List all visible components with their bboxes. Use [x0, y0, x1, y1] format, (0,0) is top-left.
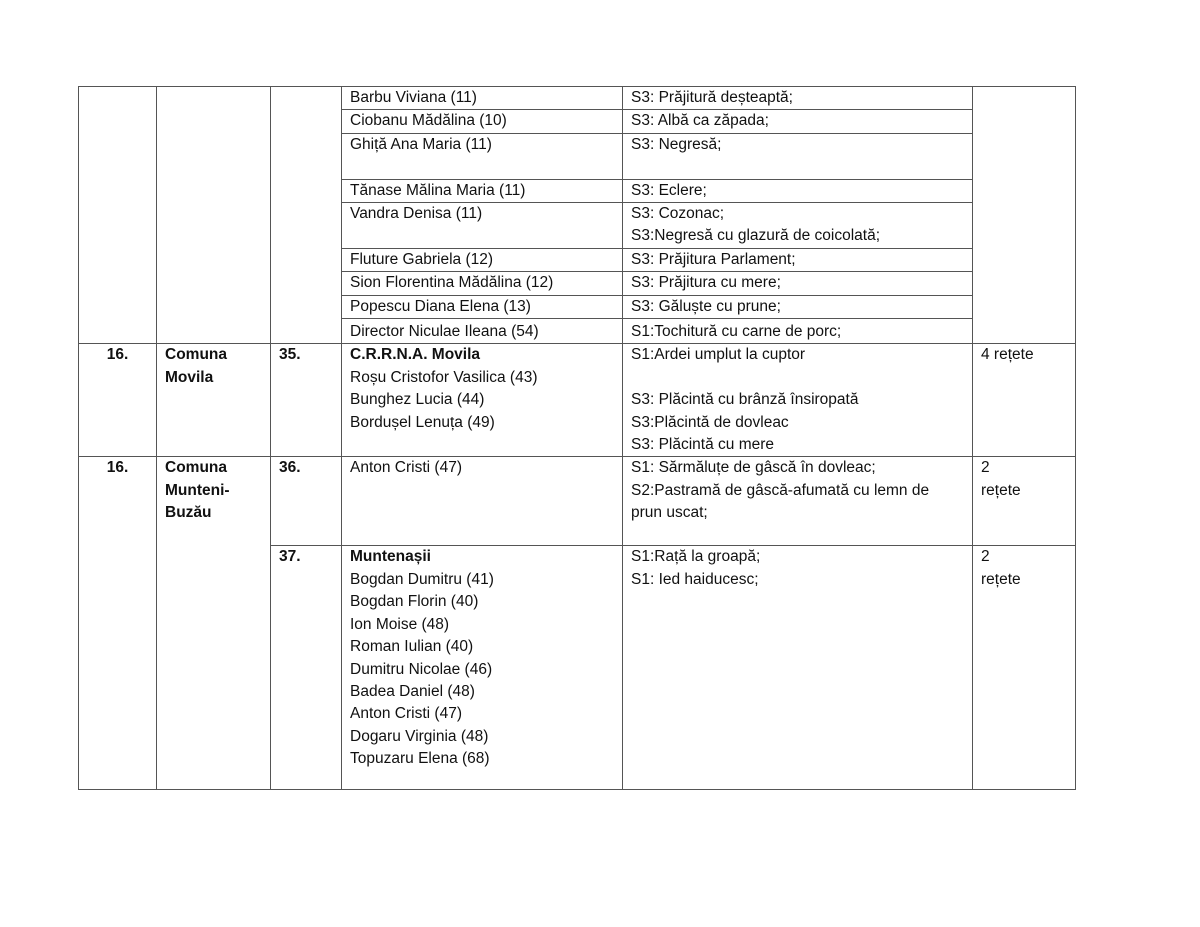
- recipe-cell: [623, 344, 973, 457]
- participant-name: Ciobanu Mădălina (10): [350, 112, 507, 130]
- participant-name: Roman Iulian (40): [350, 638, 474, 656]
- group-name: Muntenașii: [350, 548, 431, 566]
- recipe-item: S3: Prăjitura Parlament;: [631, 250, 796, 268]
- participant-name: Sion Florentina Mădălina (12): [350, 274, 554, 292]
- participant-name: Bogdan Dumitru (41): [350, 570, 494, 588]
- locality-cell: [157, 344, 271, 457]
- participant-name: Dumitru Nicolae (46): [350, 660, 493, 678]
- recipe-item: S3: Prăjitură deșteaptă;: [631, 89, 793, 106]
- recipe-count-label: rețete: [981, 481, 1021, 499]
- recipe-cell: [623, 203, 973, 249]
- recipe-cell: [623, 179, 973, 202]
- recipe-cell: [623, 319, 973, 344]
- group-number-cell: [271, 87, 342, 344]
- recipe-item: S3: Găluște cu prune;: [631, 297, 781, 315]
- participant-cell: [342, 133, 623, 179]
- row-number: 16.: [106, 346, 129, 364]
- participant-cell: [342, 295, 623, 318]
- recipe-item: S3: Cozonac;: [631, 205, 725, 223]
- recipe-item: S3: Plăcintă cu brânză însiropată: [631, 391, 859, 409]
- recipe-item: S3:Negresă cu glazură de coicolată;: [631, 227, 881, 245]
- participant-cell: [342, 272, 623, 295]
- participant-name: Vandra Denisa (11): [350, 205, 483, 223]
- recipe-cell: [623, 295, 973, 318]
- participant-name: Fluture Gabriela (12): [350, 250, 494, 268]
- participant-cell: [342, 179, 623, 202]
- recipe-count: 2: [981, 459, 990, 477]
- recipe-cell: [623, 87, 973, 110]
- group-number: 36.: [279, 459, 301, 477]
- recipe-count: 4 rețete: [981, 346, 1034, 364]
- participant-cell: [342, 87, 623, 110]
- group-number-cell: [271, 546, 342, 790]
- locality-name: Comuna: [165, 346, 227, 364]
- participant-cell: [342, 344, 623, 457]
- recipe-item: S3:Plăcintă de dovleac: [631, 413, 789, 431]
- recipe-item: S1: Sărmăluțe de gâscă în dovleac;: [631, 459, 876, 477]
- recipe-item: S3: Negresă;: [631, 135, 722, 153]
- locality-name: Buzău: [165, 504, 212, 522]
- group-number-cell: [271, 457, 342, 546]
- locality-name: Movila: [165, 368, 214, 386]
- participant-cell: [342, 203, 623, 249]
- participant-name: Dogaru Virginia (48): [350, 727, 489, 745]
- group-number-cell: [271, 344, 342, 457]
- participant-name: Tănase Mălina Maria (11): [350, 181, 526, 199]
- group-number: 35.: [279, 346, 301, 364]
- participant-name: Anton Cristi (47): [350, 459, 462, 477]
- recipe-item: S1: Ied haiducesc;: [631, 570, 759, 588]
- recipe-cell: [623, 110, 973, 133]
- participant-name: Popescu Diana Elena (13): [350, 297, 531, 315]
- number-cell: [79, 457, 157, 790]
- recipe-item: S1:Tochitură cu carne de porc;: [631, 323, 842, 341]
- recipe-count-label: rețete: [981, 570, 1021, 588]
- number-cell: [79, 344, 157, 457]
- participant-cell: [342, 248, 623, 271]
- participant-cell: [342, 319, 623, 344]
- recipe-cell: [623, 248, 973, 271]
- participant-name: Bunghez Lucia (44): [350, 391, 485, 409]
- row-number: 16.: [106, 459, 129, 477]
- group-number: 37.: [279, 548, 301, 566]
- participant-name: Bogdan Florin (40): [350, 593, 479, 611]
- participant-name: Topuzaru Elena (68): [350, 750, 490, 768]
- table-row-movila: [79, 344, 1076, 457]
- recipe-cell: [623, 457, 973, 546]
- group-name: C.R.R.N.A. Movila: [350, 346, 481, 364]
- recipe-item: S3: Albă ca zăpada;: [631, 112, 769, 130]
- participant-name: Badea Daniel (48): [350, 682, 475, 700]
- recipe-item: S3: Plăcintă cu mere: [631, 436, 775, 454]
- participant-cell: [342, 110, 623, 133]
- recipe-count: 2: [981, 548, 990, 566]
- participant-cell: [342, 546, 623, 790]
- number-cell: [79, 87, 157, 344]
- participant-cell: [342, 457, 623, 546]
- participant-name: Ion Moise (48): [350, 615, 450, 633]
- participant-name: Roșu Cristofor Vasilica (43): [350, 368, 538, 386]
- count-cell: [973, 87, 1076, 344]
- count-cell: [973, 457, 1076, 546]
- count-cell: [973, 546, 1076, 790]
- participant-name: Barbu Viviana (11): [350, 89, 477, 106]
- count-cell: [973, 344, 1076, 457]
- table-row-munteni-36: [79, 457, 1076, 546]
- recipe-item: S1:Ardei umplut la cuptor: [631, 346, 806, 364]
- participant-name: Anton Cristi (47): [350, 705, 462, 723]
- participant-name: Bordușel Lenuța (49): [350, 413, 495, 431]
- recipe-item: S2:Pastramă de gâscă-afumată cu lemn de prun uscat;: [631, 481, 930, 522]
- recipe-cell: [623, 133, 973, 179]
- participant-name: Director Niculae Ileana (54): [350, 323, 539, 341]
- locality-cell: [157, 457, 271, 790]
- recipe-item: S3: Eclere;: [631, 181, 707, 199]
- recipe-item: S3: Prăjitura cu mere;: [631, 274, 781, 292]
- locality-name: Munteni-: [165, 481, 230, 499]
- table-row: [79, 87, 1076, 110]
- recipes-table: [78, 86, 1076, 790]
- participant-name: Ghiță Ana Maria (11): [350, 135, 492, 153]
- locality-cell: [157, 87, 271, 344]
- recipe-cell: [623, 546, 973, 790]
- recipe-item: S1:Rață la groapă;: [631, 548, 761, 566]
- locality-name: Comuna: [165, 459, 227, 477]
- recipe-cell: [623, 272, 973, 295]
